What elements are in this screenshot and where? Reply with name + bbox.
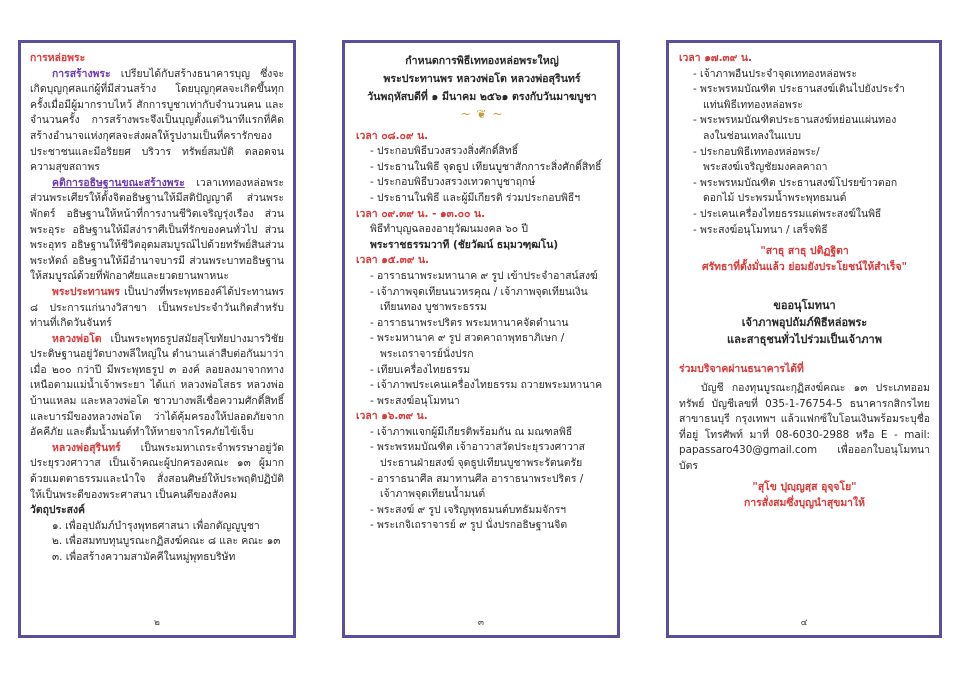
objective-item: ๑. เพื่ออุปถัมภ์บำรุงพุทธศาสนา เพื่อกตัญญูบูชา <box>52 519 260 532</box>
list-item: - เทียบเครื่องไทยธรรม <box>370 363 471 376</box>
section-text: เป็นพระมหาเถระจำพรรษาอยู่วัดประยุรวงศาวาส เป็นเจ้าคณะผู้ปกครองคณะ ๑๓ ผู้มากด้วยเมตตาธรรมและนำใจ สั่งสอนศิษย์ให้ประพฤติปฏิบัติ ให้เป็นพระดีของพระศาสนา เป็นคนดีของสังคม <box>30 441 284 501</box>
list-item: - ประเคนเครื่องไทยธรรมแด่พระสงฆ์ในพิธี <box>693 207 882 220</box>
list-item: - พระพรหมบัณฑิต เจ้าอาวาสวัดประยุรวงศาวาส <box>370 441 586 454</box>
list-item: - เจ้าภาพประเคนเครื่องไทยธรรม ถวายพระมหานาค <box>370 379 603 392</box>
list-item: - เจ้าภาพอืนประจำจุดเททองหล่อพระ <box>693 67 857 80</box>
schedule-date: วันพฤหัสบดีที่ ๑ มีนาคม ๒๕๖๑ ตรงกับวันมาฆบูชา <box>367 91 597 103</box>
time-heading: เวลา ๐๙.๓๙ น. - ๑๓.๐๐ น. <box>356 207 486 220</box>
list-item-cont: แท่นพิธีเททองหล่อพระ <box>703 98 803 111</box>
thanks-line: และสาธุชนทั่วไปร่วมเป็นเจ้าภาพ <box>727 333 882 347</box>
objective-item: ๓. เพื่อสร้างความสามัคคีในหมู่พุทธบริษัท <box>52 551 236 563</box>
section-lead: การสร้างพระ <box>52 67 111 80</box>
list-item-cont: ลงในช่อนเทลงในแบบ <box>703 129 801 142</box>
section-lead: คติการอธิษฐานขณะสร้างพระ <box>52 176 185 189</box>
list-item: - ประกอบพิธีบวงสรวงเทวดาบูชาฤกษ์ <box>370 176 536 189</box>
list-item: - พระพรหมบัณฑิตประธานสงฆ์หย่อนแผ่นทอง <box>693 114 897 127</box>
section-prayer <box>30 176 284 285</box>
list-item: - ประกอบพิธีเททองหล่อพระ/ <box>693 145 820 158</box>
list-item: - ประธานในพิธี จุดธูป เทียนบูชาสักการะสิ่งศักดิ์สิทธิ์ <box>370 160 602 173</box>
list-item: - พระสงฆ์อนุโมทนา <box>370 394 460 407</box>
time-heading: เวลา ๑๖.๓๙ น. <box>356 410 428 423</box>
bank-heading: ร่วมบริจาคผ่านธนาคารได้ที่ <box>679 363 804 376</box>
ornament-icon: ~ ❦ ~ <box>460 107 504 121</box>
heading-casting: การหล่อพระ <box>30 52 86 64</box>
time-heading: เวลา ๐๘.๐๙ น. <box>356 129 429 142</box>
list-item: - ประกอบพิธีบวงสรวงสิ่งศักดิ์สิทธิ์ <box>370 145 519 158</box>
quote-line: ศรัทธาที่ตั้งมั่นแล้ว ย่อมยังประโยชน์ให้สำเร็จ" <box>702 260 907 273</box>
thanks-line: เจ้าภาพอุปถัมภ์พิธีหล่อพระ <box>741 316 868 330</box>
list-item: - พระมหานาค ๙ รูป สวดคาถาพุทธาภิเษก / <box>370 332 565 345</box>
list-item: - เจ้าภาพจุดเทียนนวหรคุณ / เจ้าภาพจุดเทียนเงิน <box>370 285 588 298</box>
section-lead: หลวงพ่อโต <box>52 332 102 345</box>
page-number: ๒ <box>154 618 160 629</box>
list-item: - พระพรหมบัณฑิต ประธานสงฆ์โปรยข้าวตอก <box>693 176 898 189</box>
section-pra-prathanporn <box>30 285 284 332</box>
section-lead: หลวงพ่อสุรินทร์ <box>52 441 121 454</box>
blessing-line: การสั่งสมซึ่งบุญนำสุขมาให้ <box>744 497 865 510</box>
list-item-cont: พระเถราจารย์นั่งปรก <box>380 347 474 360</box>
list-item: - พระสงฆ์ ๙ รูป เจริญพุทธมนต์บทธัมมจักรฯ <box>370 503 566 516</box>
section-luangpho-surin <box>30 441 284 503</box>
list-item: - พระสงฆ์อนุโมทนา / เสร็จพิธี <box>693 223 828 236</box>
section-text: เป็นปางที่พระพุทธองค์ได้ประทานพร ๘ ประการแก่นางวิสาขา เป็นพระประจำวันเกิดสำหรับท่านที่เกิดวันจันทร์ <box>30 285 284 330</box>
list-item-cont: เทียนทอง บูชาพระธรรม <box>380 301 487 314</box>
section-lead: พระประทานพร <box>52 285 120 298</box>
heading-objectives: วัตถุประสงค์ <box>30 504 85 517</box>
page-number: ๓ <box>477 618 485 629</box>
schedule-subtitle: พระประทานพร หลวงพ่อโต หลวงพ่อสุรินทร์ <box>383 73 581 85</box>
quote-line: "สาธุ สาธุ ปติฏฐิตา <box>760 245 849 258</box>
list-item: - เจ้าภาพแจกผู้มีเกียรติพร้อมกัน ณ มณฑลพิธี <box>370 425 573 438</box>
section-text: เป็นพระพุทธรูปสมัยสุโขทัยปางมารวิชัยประดิษฐานอยู่วัดบางพลีใหญ่ใน ตำนานเล่าสืบต่อกันมาว่าเมื่อ ๒๐๐ กว่าปี มีพระพุทธรูป ๓ องค์ ลอยลงมาจากทางเหนือตามแม่น้ำเจ้าพระยา ได้แก่ หลวงพ่อโสธร หลวงพ่อบ้านแหลม และหลวงพ่อโต ชาวบางพลีเชื่อความศักดิ์สิทธิ์และบารมีของหลวงพ่อโต ว่าได้คุ้มครองให้ปลอดภัยจากอัคคีภัย และดื่มน้ำมนต์ทำให้หายจากโรคภัยไข้เจ็บ <box>30 332 284 439</box>
list-item: พระราชธรรมวาที (ชัยวัฒน์ ธมฺมวฑฺฒโน) <box>370 238 559 251</box>
section-luangpho-to <box>30 332 284 441</box>
section-text: เวลาเททองหล่อพระส่วนพระเศียรให้ตั้งจิตอธิษฐานให้มีสติปัญญาดี ส่วนพระพักตร์ อธิษฐานให้หน้าที่การงานชีวิตเจริญรุ่งเรือง ส่วนพระอุระ อธิษฐานให้มีสง่าราศีเป็นที่รักของคนทั่วไป ส่วนพระอุทร อธิษฐานให้ชีวิตอุดมสมบูรณ์ไปด้วยทรัพย์สินส่วนพระหัตถ์ อธิษฐานให้มีอำนาจบารมี ส่วนพระบาทอธิษฐานให้สมบูรณ์ด้วยที่พักอาศัยและยวดยานพาหนะ <box>30 176 284 283</box>
list-item-cont: ประธานฝ่ายสงฆ์ จุดธูปเทียนบูชาพระรัตนตรัย <box>380 457 583 470</box>
list-item: พิธีทำบุญฉลองอายุวัฒนมงคล ๖๐ ปี <box>370 223 528 236</box>
page-panel-2 <box>18 40 296 638</box>
blessing-line: "สุโข ปุญฺญสฺส อุจฺจโย" <box>752 481 857 494</box>
page-number: ๔ <box>800 618 808 629</box>
schedule-title: กำหนดการพิธีเททองหล่อพระใหญ่ <box>405 55 559 67</box>
list-item: - พระพรหมบัณฑิต ประธานสงฆ์เดินไปยังประรำ <box>693 83 905 96</box>
bank-details: บัญชี กองทุนบูรณะกุฏิสงฆ์คณะ ๑๓ ประเภทออมทรัพย์ บัญชีเลขที่ 035-1-76754-5 ธนาคารกสิกรไทย สาขาธนบุรี กรุงเทพฯ แล้วแฟกซ์ใบโอนเงินพร้อมระบุชื่อ ที่อยู่ โทรศัพท์ มาที่ 08-6030-2988 หรือ E - mail: papassaro430@gmail.com เพื่อออกใบอนุโมทนาบัตร <box>679 381 930 472</box>
list-item: - อาราธนาพระมหานาค ๙ รูป เข้าประจำอาสน์สงฆ์ <box>370 269 598 282</box>
time-heading: เวลา ๑๗.๓๙ น. <box>679 52 752 64</box>
list-item: - ประธานในพิธี และผู้มีเกียรติ ร่วมประกอบพิธีฯ <box>370 191 581 204</box>
page-panel-3 <box>342 40 620 638</box>
list-item: - อาราธนาศีล สมาทานศีล อาราธนาพระปริตร / <box>370 472 584 485</box>
list-item: - พระเกจิเถราจารย์ ๙ รูป นั่งปรกอธิษฐานจิต <box>370 519 568 532</box>
list-item-cont: เจ้าภาพจุดเทียนน้ำมนต์ <box>380 488 486 501</box>
time-heading: เวลา ๑๕.๓๙ น. <box>356 254 429 267</box>
section-building <box>30 67 284 176</box>
list-item-cont: ดอกไม้ ประพรมน้ำพระพุทธมนต์ <box>703 192 847 205</box>
page-panel-4 <box>666 40 942 638</box>
objective-item: ๒. เพื่อสมทบทุนบูรณะกฏิสงฆ์คณะ ๘ และ คณะ ๑๓ <box>52 535 281 548</box>
section-text: เปรียบได้กับสร้างธนาคารบุญ ซึ่งจะเกิดบุญกุศลแก่ผู้ที่มีส่วนสร้าง โดยบุญกุศลจะเกิดขึ้นทุกครั้งเมื่อมีผู้มากราบไหว้ สักการบูชาเท่ากับจำนวนคน และจำนวนครั้ง การสร้างพระจึงเป็นบุญตั้งแต่วินาทีแรกที่คิดสร้างอำนาจแห่งกุศลจะส่งผลให้รูปงามเป็นที่ครารักของประชาชนและมีอริยยศ บริวาร ทรัพย์สมบัติ ตลอดจนความสุขสถาพร <box>30 67 284 174</box>
list-item-cont: พระสงฆ์เจริญชัยมงคลคาถา <box>703 161 828 174</box>
thanks-line: ขออนุโมทนา <box>773 299 836 313</box>
list-item: - อาราธนาพระปริตร พระมหานาคจัดตำนาน <box>370 316 569 329</box>
